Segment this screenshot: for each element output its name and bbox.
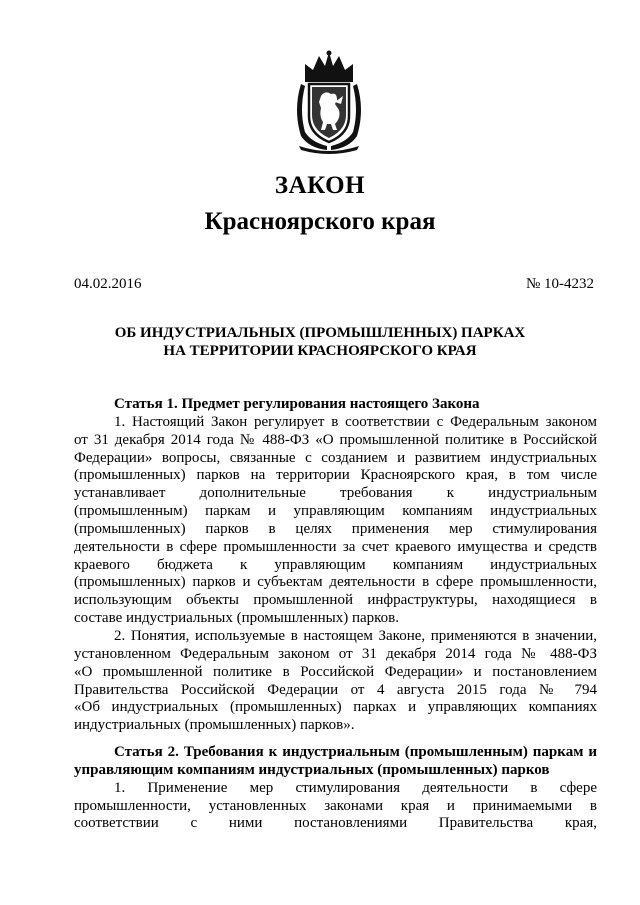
paragraph-line: (промышленных) парков в целях применения мер стимулирования (74, 520, 597, 537)
paragraph-line: Федерации» вопросы, связанные с созданием и развитием индустриальных (74, 449, 597, 466)
paragraph-line: использующим объекты промышленной инфраструктуры, находящиеся в (74, 592, 597, 609)
paragraph-line: (промышленных) парков и субъектам деятельности в сфере промышленности, (74, 574, 597, 591)
issuing-region: Красноярского края (204, 208, 436, 235)
paragraph-line: (промышленным) паркам и управляющим компаниям индустриальных (74, 503, 597, 520)
paragraph-line: краевого бюджета к управляющим компаниям индустриальных (74, 556, 597, 573)
law-title-line-1: ОБ ИНДУСТРИАЛЬНЫХ (ПРОМЫШЛЕННЫХ) ПАРКАХ (114, 325, 526, 341)
paragraph-line: деятельности в сфере промышленности за счет краевого имущества и средств (74, 538, 597, 555)
law-date: 04.02.2016 (74, 276, 142, 292)
paragraph-line: составе индустриальных (промышленных) парков. (74, 610, 399, 627)
paragraph-line: 2. Понятия, используемые в настоящем Законе, применяются в значении, (114, 627, 597, 644)
paragraph-line: от 31 декабря 2014 года № 488-ФЗ «О промышленной политике в Российской (74, 431, 597, 448)
article-2-heading: Статья 2. Требования к индустриальным (промышленным) паркам и (114, 744, 597, 760)
article-2 (74, 744, 597, 833)
paragraph-line: 1. Настоящий Закон регулирует в соответствии с Федеральным законом (114, 413, 597, 430)
article-1 (74, 396, 597, 735)
paragraph-line: 1. Применение мер стимулирования деятельности в сфере (114, 779, 597, 796)
document-type: ЗАКОН (274, 172, 366, 199)
paragraph-line: Правительства Российской Федерации от 4 августа 2015 года № 794 (74, 681, 597, 698)
paragraph-line: индустриальных (промышленных) парков». (74, 717, 355, 734)
paragraph-line: установленном Федеральным законом от 31 декабря 2014 года № 488-ФЗ (74, 645, 597, 662)
paragraph-line: «О промышленной политике в Российской Федерации» и постановлением (74, 663, 597, 680)
paragraph-line: «Об индустриальных (промышленных) парках и управляющих компаниях (74, 699, 597, 716)
law-title-line-2: НА ТЕРРИТОРИИ КРАСНОЯРСКОГО КРАЯ (163, 343, 477, 359)
coat-of-arms-icon (291, 50, 367, 154)
article-2-heading: управляющим компаниям индустриальных (промышленных) парков (74, 761, 550, 778)
article-1-heading: Статья 1. Предмет регулирования настоящего Закона (114, 396, 480, 412)
paragraph-line: промышленности, установленных законами края и принимаемыми в (74, 797, 597, 814)
paragraph-line: соответствии с ними постановлениями Правительства края, (74, 815, 597, 832)
paragraph-line: (промышленных) парков на территории Красноярского края, в том числе (74, 467, 597, 484)
paragraph-line: устанавливает дополнительные требования к индустриальным (74, 485, 597, 502)
law-number: № 10-4232 (525, 276, 594, 292)
